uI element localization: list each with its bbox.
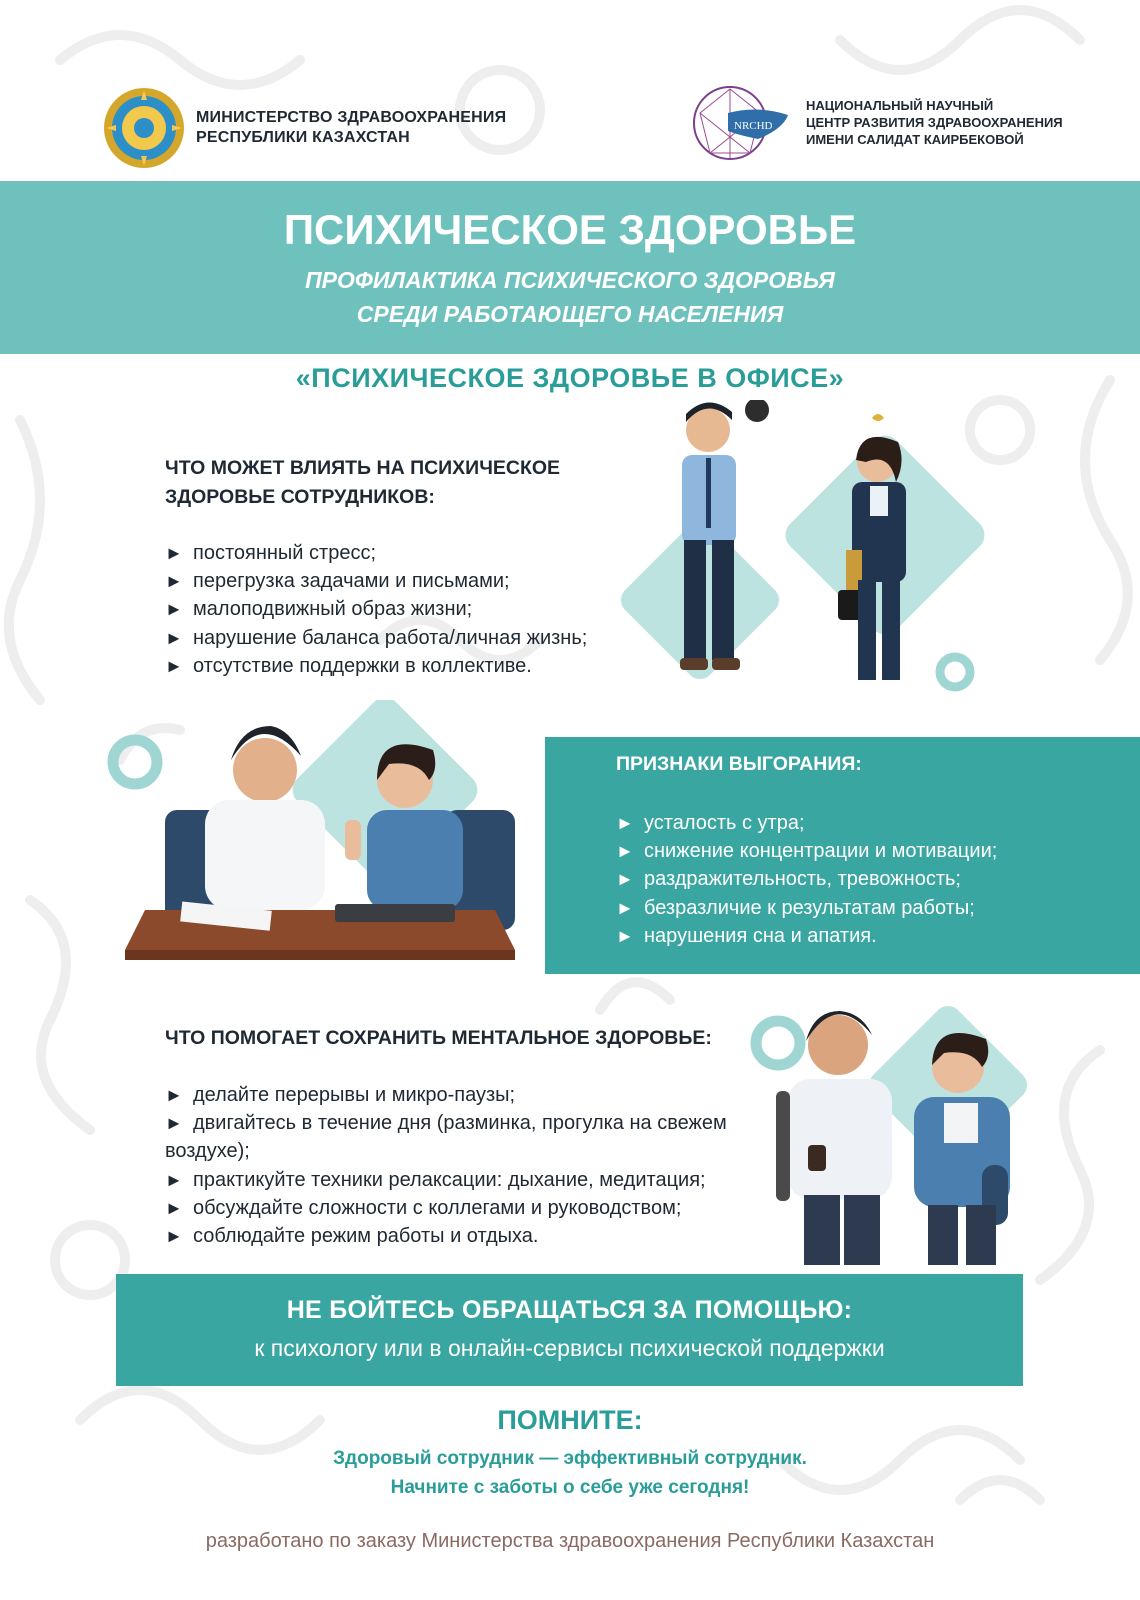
bullet-arrow-icon: ► — [165, 627, 183, 648]
nrchd-line-1: НАЦИОНАЛЬНЫЙ НАУЧНЫЙ — [806, 98, 994, 113]
list-item — [165, 567, 587, 595]
nrchd-name — [806, 97, 1063, 148]
list-item-text: усталость с утра; — [644, 812, 805, 834]
list-item — [616, 922, 997, 950]
list-item — [165, 624, 587, 652]
nrchd-line-3: ИМЕНИ САЛИДАТ КАИРБЕКОВОЙ — [806, 132, 1024, 147]
kazakhstan-emblem-logo — [102, 86, 186, 170]
list-item — [616, 894, 997, 922]
bullet-arrow-icon: ► — [165, 655, 183, 676]
list-item-text: постоянный стресс; — [193, 542, 376, 564]
list-item-text: нарушения сна и апатия. — [644, 924, 877, 947]
list-item-text: соблюдайте режим работы и отдыха. — [193, 1225, 539, 1248]
list-item-text: снижение концентрации и мотивации; — [644, 840, 998, 863]
burnout-heading: ПРИЗНАКИ ВЫГОРАНИЯ: — [616, 753, 862, 775]
help-list — [165, 1081, 765, 1250]
burnout-list — [616, 809, 997, 950]
list-item — [165, 539, 587, 567]
remember-line-2: Начните с заботы о себе уже сегодня! — [390, 1477, 750, 1498]
bullet-arrow-icon: ► — [616, 925, 634, 946]
list-item — [616, 837, 997, 865]
list-item — [616, 865, 997, 893]
bullet-arrow-icon: ► — [165, 1226, 183, 1247]
bullet-arrow-icon: ► — [165, 571, 183, 592]
list-item-text: безразличие к результатам работы; — [644, 896, 975, 919]
main-title: ПСИХИЧЕСКОЕ ЗДОРОВЬЕ — [283, 206, 857, 253]
list-item — [165, 652, 587, 680]
bullet-arrow-icon: ► — [616, 841, 634, 862]
bullet-arrow-icon: ► — [616, 869, 634, 890]
bullet-arrow-icon: ► — [616, 897, 634, 918]
subtitle-line-1: ПРОФИЛАКТИКА ПСИХИЧЕСКОГО ЗДОРОВЬЯ — [305, 267, 835, 293]
influence-heading-line-2: ЗДОРОВЬЕ СОТРУДНИКОВ: — [165, 486, 435, 508]
list-item-text: отсутствие поддержки в коллективе. — [193, 654, 532, 677]
list-item — [165, 1194, 765, 1222]
list-item-text: малоподвижный образ жизни; — [193, 598, 473, 621]
footer-credit: разработано по заказу Министерства здравоохранения Республики Казахстан — [205, 1530, 935, 1552]
bullet-arrow-icon: ► — [165, 1197, 183, 1218]
bullet-arrow-icon: ► — [165, 543, 183, 563]
office-section-title: «ПСИХИЧЕСКОЕ ЗДОРОВЬЕ В ОФИСЕ» — [295, 363, 845, 393]
subtitle-line-2: СРЕДИ РАБОТАЮЩЕГО НАСЕЛЕНИЯ — [356, 301, 784, 327]
list-item-text: раздражительность, тревожность; — [644, 868, 961, 891]
tired-workers-illustration — [620, 400, 1040, 720]
list-item-text: делайте перерывы и микро-паузы; — [193, 1084, 516, 1106]
argument-illustration — [105, 700, 535, 975]
list-item-text: двигайтесь в течение дня (разминка, прогулка на свежем воздухе); — [165, 1112, 727, 1163]
ministry-name — [196, 108, 506, 148]
nrchd-logo — [690, 83, 800, 163]
list-item — [165, 1109, 765, 1165]
influence-list — [165, 539, 587, 680]
list-item — [165, 1222, 765, 1250]
influence-heading-line-1: ЧТО МОЖЕТ ВЛИЯТЬ НА ПСИХИЧЕСКОЕ — [165, 457, 561, 479]
remember-text — [0, 1444, 1140, 1502]
list-item-text: нарушение баланса работа/личная жизнь; — [193, 626, 588, 649]
list-item — [165, 1081, 765, 1109]
title-banner — [0, 181, 1140, 354]
list-item — [616, 809, 997, 837]
seek-help-banner — [116, 1274, 1023, 1386]
burnout-signs-panel — [545, 737, 1140, 974]
influence-heading — [165, 454, 560, 512]
help-heading: ЧТО ПОМОГАЕТ СОХРАНИТЬ МЕНТАЛЬНОЕ ЗДОРОВЬЕ: — [165, 1027, 712, 1049]
list-item-text: обсуждайте сложности с коллегами и руководством; — [193, 1196, 682, 1219]
bullet-arrow-icon: ► — [616, 813, 634, 833]
remember-title: ПОМНИТЕ: — [497, 1405, 643, 1435]
nrchd-line-2: ЦЕНТР РАЗВИТИЯ ЗДРАВООХРАНЕНИЯ — [806, 115, 1063, 130]
ministry-line-1: МИНИСТЕРСТВО ЗДРАВООХРАНЕНИЯ — [196, 109, 507, 126]
list-item-text: практикуйте техники релаксации: дыхание, медитация; — [193, 1168, 706, 1191]
bullet-arrow-icon: ► — [165, 1085, 183, 1105]
bullet-arrow-icon: ► — [165, 1113, 183, 1134]
subtitle — [0, 263, 1140, 331]
bullet-arrow-icon: ► — [165, 1169, 183, 1190]
banner-title: НЕ БОЙТЕСЬ ОБРАЩАТЬСЯ ЗА ПОМОЩЬЮ: — [286, 1296, 853, 1324]
list-item-text: перегрузка задачами и письмами; — [193, 570, 510, 593]
nrchd-logo-text: NRCHD — [734, 120, 773, 132]
ministry-line-2: РЕСПУБЛИКИ КАЗАХСТАН — [196, 129, 410, 146]
bullet-arrow-icon: ► — [165, 599, 183, 620]
remember-line-1: Здоровый сотрудник — эффективный сотрудник. — [333, 1448, 807, 1469]
happy-workers-illustration — [748, 995, 1048, 1275]
list-item — [165, 1166, 765, 1194]
list-item — [165, 595, 587, 623]
banner-subtitle: к психологу или в онлайн-сервисы психической поддержки — [254, 1335, 885, 1361]
